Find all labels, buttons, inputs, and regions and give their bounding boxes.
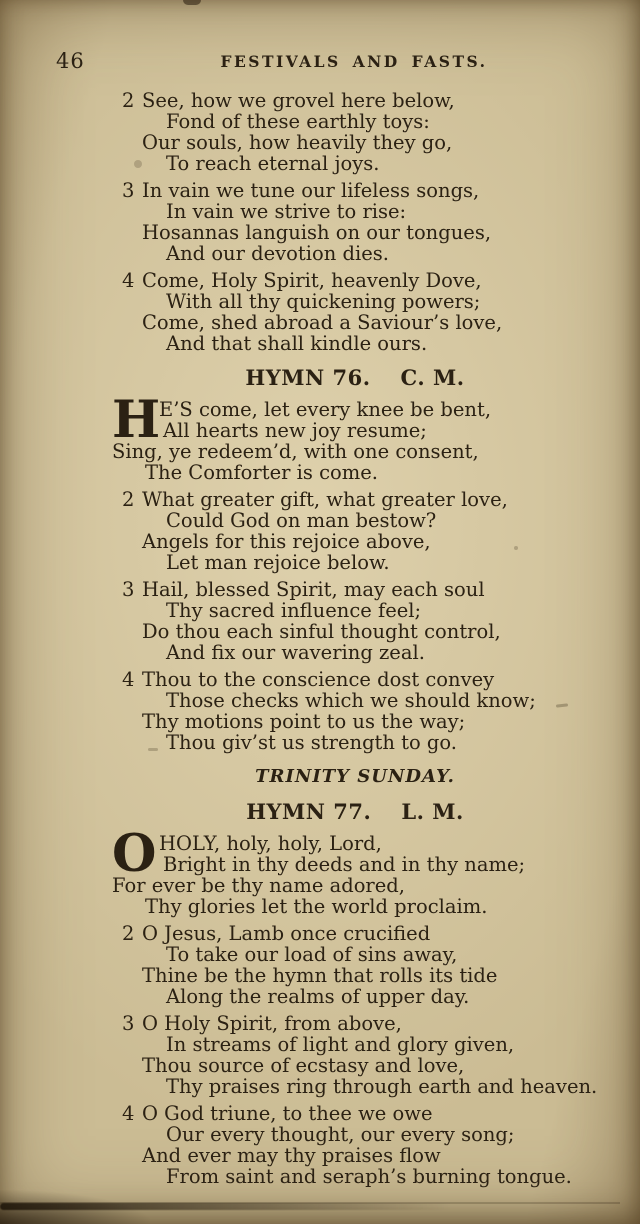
verse-number: 3 [122, 1012, 135, 1035]
verse-line: Thine be the hymn that rolls its tide [142, 964, 498, 987]
verse-line: Our every thought, our every song; [166, 1123, 515, 1146]
hymn-verse [112, 923, 598, 1007]
verse-line: Thy glories let the world proclaim. [145, 895, 488, 918]
section-heading-trinity: TRINITY SUNDAY. [255, 766, 455, 787]
verse-line-text: O Holy Spirit, from above, [142, 1012, 402, 1035]
verse-number: 3 [122, 578, 135, 601]
hymn-meter: C. M. [400, 365, 465, 390]
verse-line: E’S come, let every knee be bent, [159, 398, 492, 421]
page-header [56, 49, 596, 73]
verse-line: With all thy quickening powers; [166, 290, 481, 313]
verse-line-text: In vain we tune our lifeless songs, [142, 179, 480, 202]
hymn-title: HYMN 77. [246, 799, 372, 824]
hymn-opening-verse [112, 824, 598, 918]
verse-line: Let man rejoice below. [166, 551, 390, 574]
hymn-verse [112, 270, 598, 354]
verse-line: Angels for this rejoice above, [142, 530, 431, 553]
hymn-heading-77 [112, 800, 598, 824]
verse-line-text: Come, Holy Spirit, heavenly Dove, [142, 269, 482, 292]
verse-line [122, 269, 598, 292]
verse-line: Our souls, how heavily they go, [142, 131, 453, 154]
verse-line: The Comforter is come. [145, 461, 378, 484]
verse-line: And ever may thy praises flow [142, 1144, 441, 1167]
verse-number: 4 [122, 1102, 135, 1125]
verse-line: To reach eternal joys. [166, 152, 380, 175]
page-number: 46 [56, 49, 85, 73]
verse-line [122, 179, 598, 202]
hymn-title: HYMN 76. [245, 365, 371, 390]
hymn-verse [112, 180, 598, 264]
verse-line: To take our load of sins away, [166, 943, 458, 966]
hymn-verse [112, 489, 598, 573]
verse-line: For ever be thy name adored, [112, 874, 405, 897]
scan-speck [514, 546, 518, 550]
verse-line: All hearts new joy resume; [163, 419, 427, 442]
verse-line: And our devotion dies. [166, 242, 389, 265]
verse-line-text: Thou to the conscience dost convey [142, 668, 495, 691]
verse-line [122, 89, 598, 112]
verse-line: Along the realms of upper day. [166, 985, 470, 1008]
hymn-opening-verse [112, 390, 598, 484]
scan-dash [148, 748, 158, 751]
page-content [112, 90, 598, 1193]
verse-line [122, 1012, 598, 1035]
verse-line-text: O God triune, to thee we owe [142, 1102, 433, 1125]
drop-cap: H [112, 390, 161, 450]
verse-line: Bright in thy deeds and in thy name; [163, 853, 526, 876]
verse-number: 2 [122, 922, 135, 945]
verse-line: And fix our wavering zeal. [166, 641, 425, 664]
hymn-verse [112, 1013, 598, 1097]
verse-number: 3 [122, 179, 135, 202]
verse-line [122, 668, 598, 691]
verse-line: Thy sacred influence feel; [166, 599, 422, 622]
verse-line [122, 922, 598, 945]
verse-line: In vain we strive to rise: [166, 200, 407, 223]
verse-line: Come, shed abroad a Saviour’s love, [142, 311, 503, 334]
verse-line-text: See, how we grovel here below, [142, 89, 455, 112]
scan-edge-nick [183, 0, 201, 5]
hymn-meter: L. M. [401, 799, 464, 824]
verse-line: Thou source of ecstasy and love, [142, 1054, 465, 1077]
verse-line-text: Hail, blessed Spirit, may each soul [142, 578, 485, 601]
hymn-verse [112, 90, 598, 174]
verse-number: 2 [122, 89, 135, 112]
verse-line: Thy praises ring through earth and heaven. [166, 1075, 598, 1098]
verse-line: From saint and seraph’s burning tongue. [166, 1165, 572, 1188]
verse-line: Those checks which we should know; [166, 689, 536, 712]
verse-line: HOLY, holy, holy, Lord, [159, 832, 382, 855]
running-title: FESTIVALS AND FASTS. [220, 52, 488, 71]
verse-line: Thou giv’st us strength to go. [166, 731, 457, 754]
verse-line: And that shall kindle ours. [166, 332, 428, 355]
verse-line: Hosannas languish on our tongues, [142, 221, 492, 244]
drop-cap: O [112, 824, 157, 884]
hymn-verse [112, 579, 598, 663]
hymn-verse [112, 669, 598, 753]
verse-line: Thy motions point to us the way; [142, 710, 466, 733]
verse-line [122, 488, 598, 511]
scan-edge-corner [0, 1190, 150, 1224]
verse-line [122, 578, 598, 601]
verse-number: 4 [122, 269, 135, 292]
verse-line: Sing, ye redeem’d, with one consent, [112, 440, 479, 463]
verse-line [122, 1102, 598, 1125]
hymn-verse [112, 1103, 598, 1187]
verse-line: Fond of these earthly toys: [166, 110, 430, 133]
verse-line: Could God on man bestow? [166, 509, 437, 532]
scan-speck [134, 160, 142, 168]
verse-number: 2 [122, 488, 135, 511]
verse-line: Do thou each sinful thought control, [142, 620, 501, 643]
hymn-heading-76 [112, 366, 598, 390]
verse-line-text: What greater gift, what greater love, [142, 488, 508, 511]
verse-line: In streams of light and glory given, [166, 1033, 515, 1056]
verse-line-text: O Jesus, Lamb once crucified [142, 922, 431, 945]
verse-number: 4 [122, 668, 135, 691]
